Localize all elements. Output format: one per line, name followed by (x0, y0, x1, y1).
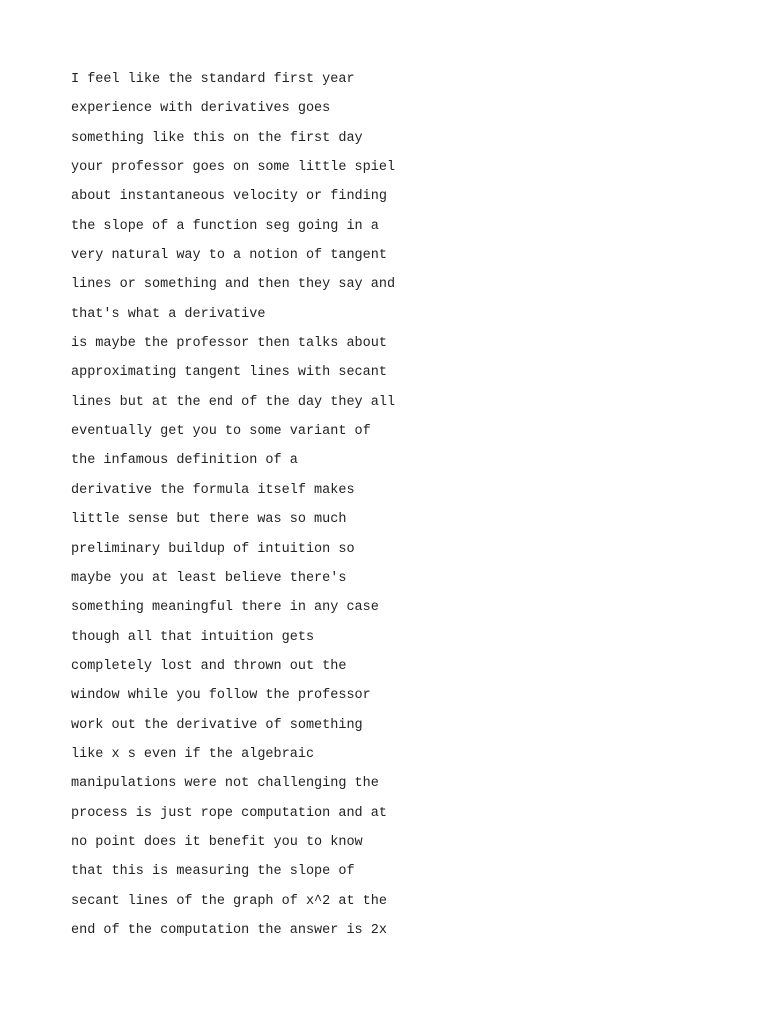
text-line: manipulations were not challenging the (71, 776, 379, 792)
text-line: something meaningful there in any case (71, 600, 379, 616)
text-line: that's what a derivative (71, 306, 266, 322)
text-line: your professor goes on some little spiel (71, 160, 396, 176)
text-line: derivative the formula itself makes (71, 482, 355, 498)
text-line: secant lines of the graph of x^2 at the (71, 893, 387, 909)
text-line: something like this on the first day (71, 130, 363, 146)
text-line: approximating tangent lines with secant (71, 365, 387, 381)
text-line: about instantaneous velocity or finding (71, 189, 387, 205)
text-line: lines or something and then they say and (71, 277, 396, 293)
text-line: little sense but there was so much (71, 512, 347, 528)
text-line: very natural way to a notion of tangent (71, 248, 387, 264)
text-line: end of the computation the answer is 2x (71, 922, 387, 938)
text-line: that this is measuring the slope of (71, 864, 355, 880)
text-line: completely lost and thrown out the (71, 658, 347, 674)
text-line: no point does it benefit you to know (71, 834, 363, 850)
text-line: though all that intuition gets (71, 629, 315, 645)
text-line: lines but at the end of the day they all (71, 394, 396, 410)
text-line: preliminary buildup of intuition so (71, 541, 355, 557)
text-line: I feel like the standard first year (71, 72, 355, 87)
text-line: process is just rope computation and at (71, 805, 387, 821)
text-line: maybe you at least believe there's (71, 570, 347, 586)
text-line: experience with derivatives goes (71, 101, 331, 117)
text-line: the infamous definition of a (71, 453, 298, 469)
text-line: eventually get you to some variant of (71, 424, 371, 440)
text-line: is maybe the professor then talks about (71, 336, 387, 352)
transcript-text (71, 70, 395, 950)
text-line: window while you follow the professor (71, 688, 371, 704)
text-line: like x s even if the algebraic (71, 746, 315, 762)
text-line: work out the derivative of something (71, 717, 363, 733)
text-line: the slope of a function seg going in a (71, 218, 379, 234)
